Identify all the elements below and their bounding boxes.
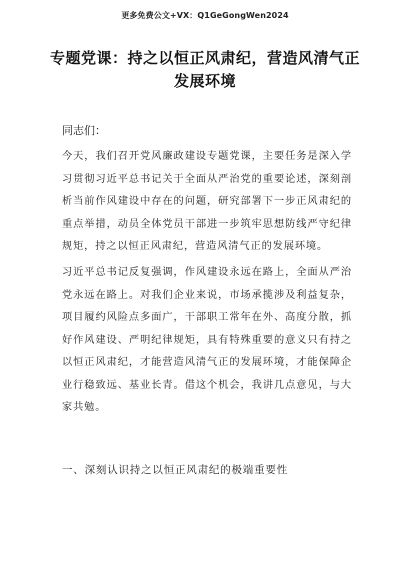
document-title: 专题党课：持之以恒正风肃纪，营造风清气正发展环境 [50,49,361,90]
section-heading: 一、深刻认识持之以恒正风肃纪的极端重要性 [62,464,288,476]
header-note: 更多免费公文+VX：Q1GeGongWen2024 [121,11,289,20]
paragraph: 今天，我们召开党风廉政建设专题党课，主要任务是深入学习贯彻习近平总书记关于全面从严治党的重要论述，深刻剖析当前作风建设中存在的问题，研究部署下一步正风肃纪的重点举措，动员全体党员干部进一步筑牢思想防线严守纪律规矩，持之以恒正风肃纪，营造风清气正的发展环境。 [62,151,352,252]
salutation: 同志们： [62,124,106,137]
paragraph: 习近平总书记反复强调，作风建设永远在路上，全面从严治党永远在路上。对我们企业来说，市场承揽涉及利益复杂，项目履约风险点多面广，干部职工常年在外、高度分散，抓好作风建设、严明纪律规矩，具有特殊重要的意义只有持之以恒正风肃纪，才能营造风清气正的发展环境，才能保障企业行稳致远、基业长青。借这个机会，我讲几点意见，与大家共勉。 [62,267,352,413]
